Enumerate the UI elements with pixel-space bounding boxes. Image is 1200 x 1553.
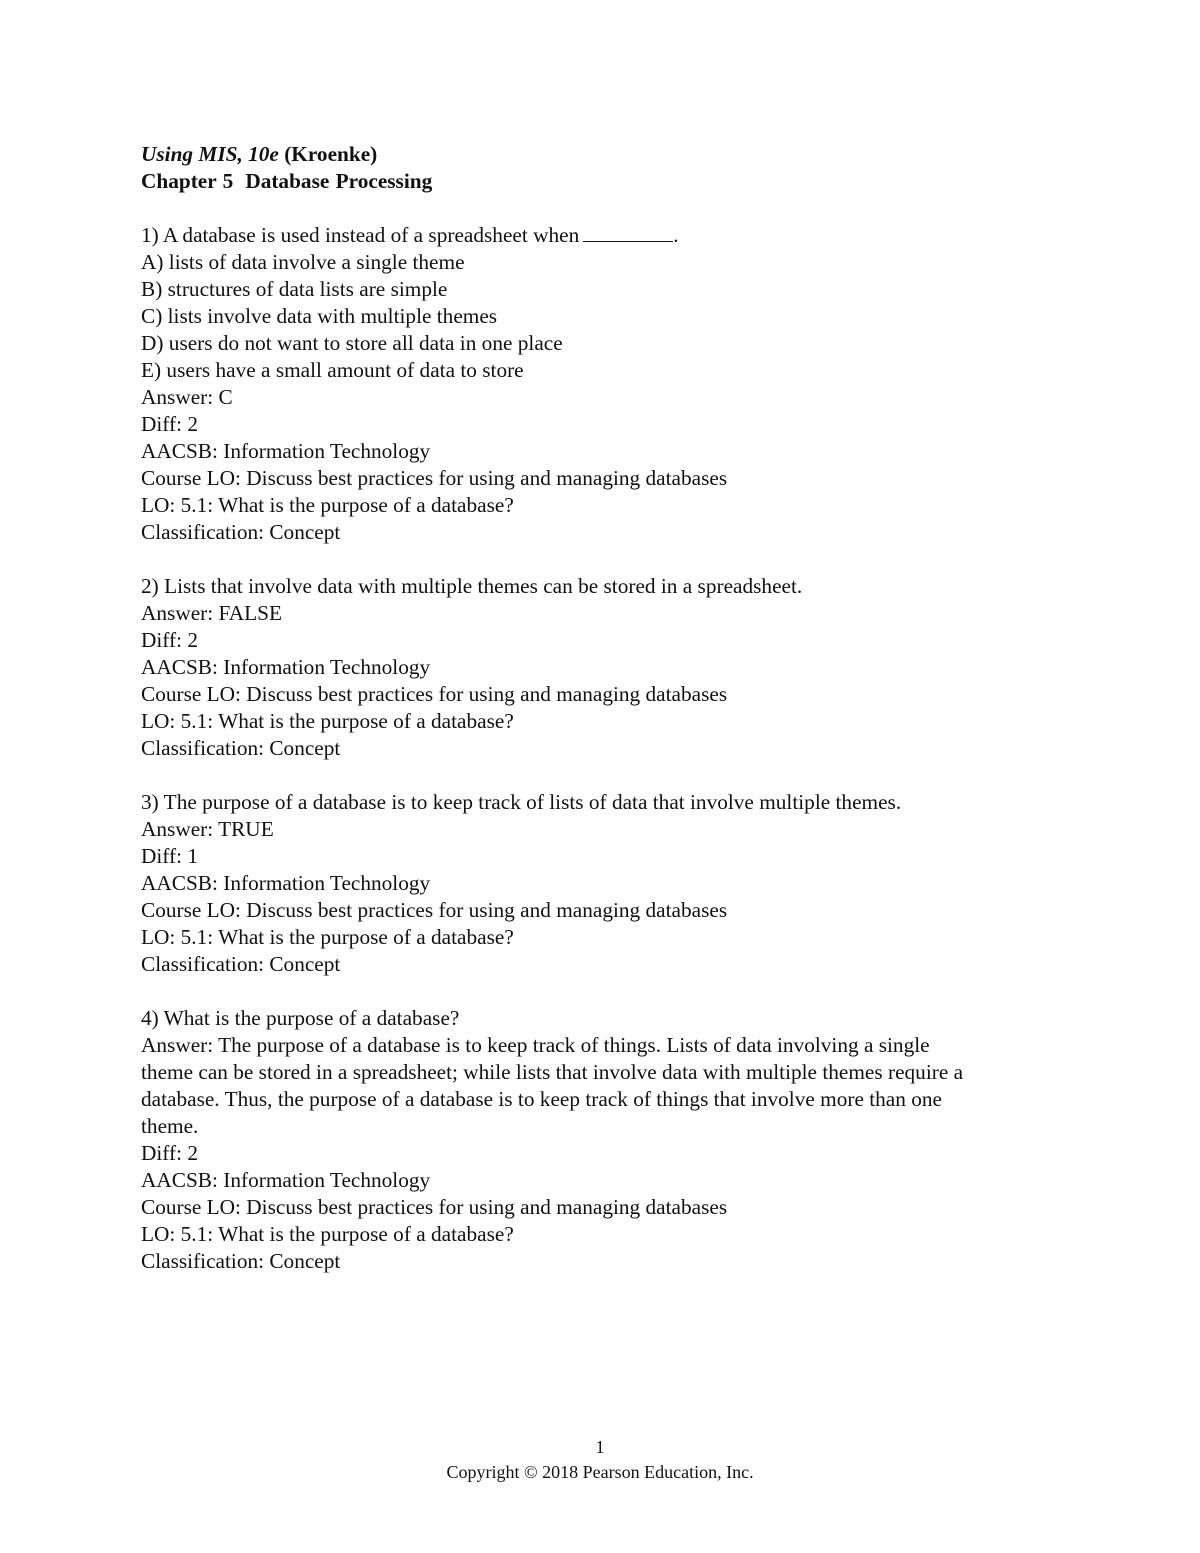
difficulty: Diff: 2 bbox=[141, 1141, 198, 1165]
course-lo: Course LO: Discuss best practices for using and managing databases bbox=[141, 466, 728, 490]
choice-e: E) users have a small amount of data to store bbox=[141, 358, 524, 382]
learning-objective: LO: 5.1: What is the purpose of a database? bbox=[141, 493, 514, 517]
question-1 bbox=[141, 222, 1071, 546]
question-3 bbox=[141, 789, 1071, 978]
answer-line-2: theme can be stored in a spreadsheet; while lists that involve data with multiple themes require a bbox=[141, 1060, 964, 1084]
question-stem bbox=[141, 222, 1071, 249]
chapter-title: Database Processing bbox=[245, 169, 433, 193]
choice-a: A) lists of data involve a single theme bbox=[141, 250, 465, 274]
learning-objective: LO: 5.1: What is the purpose of a database? bbox=[141, 1222, 514, 1246]
answer: Answer: FALSE bbox=[141, 601, 282, 625]
book-title bbox=[141, 141, 1071, 168]
aacsb: AACSB: Information Technology bbox=[141, 1168, 431, 1192]
choice-b: B) structures of data lists are simple bbox=[141, 277, 448, 301]
aacsb: AACSB: Information Technology bbox=[141, 655, 431, 679]
choice-d: D) users do not want to store all data in one place bbox=[141, 331, 563, 355]
classification: Classification: Concept bbox=[141, 736, 341, 760]
choice-c: C) lists involve data with multiple themes bbox=[141, 304, 498, 328]
classification: Classification: Concept bbox=[141, 952, 341, 976]
book-title-italic: Using MIS, 10e bbox=[141, 142, 279, 166]
fill-in-blank bbox=[583, 223, 673, 242]
difficulty: Diff: 1 bbox=[141, 844, 198, 868]
question-stem: 2) Lists that involve data with multiple themes can be stored in a spreadsheet. bbox=[141, 574, 803, 598]
course-lo: Course LO: Discuss best practices for using and managing databases bbox=[141, 898, 728, 922]
copyright-notice: Copyright © 2018 Pearson Education, Inc. bbox=[446, 1462, 754, 1482]
difficulty: Diff: 2 bbox=[141, 628, 198, 652]
chapter-heading bbox=[141, 168, 1071, 195]
question-4 bbox=[141, 1005, 1071, 1275]
chapter-number: Chapter 5 bbox=[141, 169, 234, 193]
question-2 bbox=[141, 573, 1071, 762]
course-lo: Course LO: Discuss best practices for using and managing databases bbox=[141, 1195, 728, 1219]
question-stem-period: . bbox=[673, 223, 679, 247]
learning-objective: LO: 5.1: What is the purpose of a database? bbox=[141, 709, 514, 733]
question-stem-text: 1) A database is used instead of a spreadsheet when bbox=[141, 223, 580, 247]
page-content bbox=[141, 141, 1071, 1275]
aacsb: AACSB: Information Technology bbox=[141, 871, 431, 895]
page-number: 1 bbox=[595, 1437, 605, 1457]
classification: Classification: Concept bbox=[141, 520, 341, 544]
course-lo: Course LO: Discuss best practices for using and managing databases bbox=[141, 682, 728, 706]
difficulty: Diff: 2 bbox=[141, 412, 198, 436]
answer-line-3: database. Thus, the purpose of a database is to keep track of things that involve more than one bbox=[141, 1087, 942, 1111]
learning-objective: LO: 5.1: What is the purpose of a database? bbox=[141, 925, 514, 949]
book-author: (Kroenke) bbox=[284, 142, 378, 166]
answer-line-4: theme. bbox=[141, 1114, 199, 1138]
answer-line-1: Answer: The purpose of a database is to keep track of things. Lists of data involving a single bbox=[141, 1033, 930, 1057]
answer: Answer: C bbox=[141, 385, 233, 409]
question-stem: 4) What is the purpose of a database? bbox=[141, 1006, 460, 1030]
answer: Answer: TRUE bbox=[141, 817, 274, 841]
classification: Classification: Concept bbox=[141, 1249, 341, 1273]
question-stem: 3) The purpose of a database is to keep track of lists of data that involve multiple themes. bbox=[141, 790, 902, 814]
aacsb: AACSB: Information Technology bbox=[141, 439, 431, 463]
